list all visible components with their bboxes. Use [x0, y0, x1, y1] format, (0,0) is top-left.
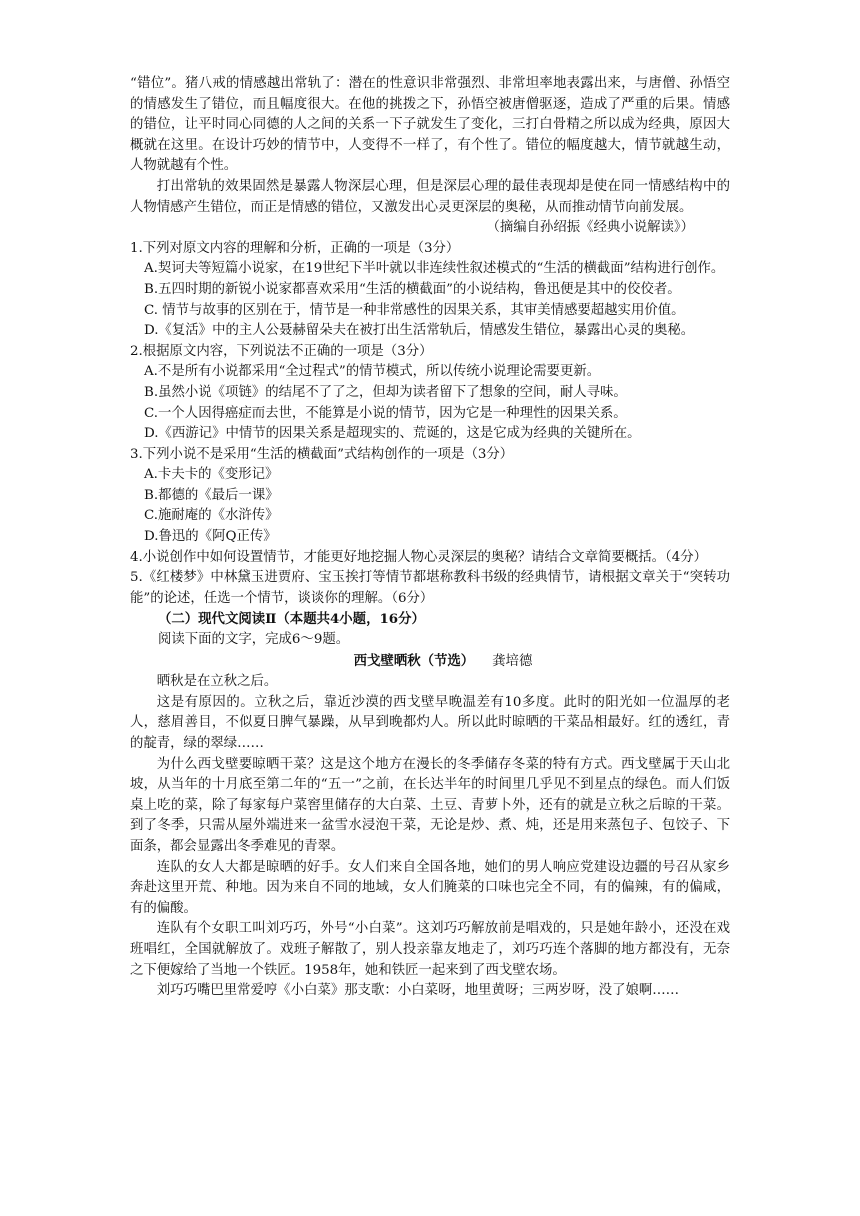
question-2-option-d: D.《西游记》中情节的因果关系是超现实的、荒诞的，这是它成为经典的关键所在。 — [144, 426, 641, 442]
passage-paragraph: 刘巧巧嘴巴里常爱哼《小白菜》那支歌：小白菜呀，地里黄呀；三两岁呀，没了娘啊…… — [156, 983, 680, 999]
question-1-option-a: A.契诃夫等短篇小说家，在19世纪下半叶就以非连续性叙述模式的“生活的横截面”结构进行创作。 — [144, 261, 725, 277]
question-5: 5.《红楼梦》中林黛玉进贾府、宝玉挨打等情节都堪称教科书级的经典情节，请根据文章关于“突转功能”的论述，任选一个情节，谈谈你的理解。（6分） — [130, 570, 730, 606]
question-1-stem: 1.下列对原文内容的理解和分析，正确的一项是（3分） — [130, 240, 460, 256]
article-paragraph: 打出常轨的效果固然是暴露人物深层心理，但是深层心理的最佳表现却是使在同一情感结构中的人物情感产生错位，而正是情感的错位，又激发出心灵更深层的奥秘，从而推动情节向前发展。 — [130, 178, 730, 215]
passage-paragraph: 晒秋是在立秋之后。 — [156, 674, 278, 690]
question-2-option-a: A.不是所有小说都采用“全过程式”的情节模式，所以传统小说理论需要更新。 — [144, 364, 601, 380]
passage-paragraph: 这是有原因的。立秋之后，靠近沙漠的西戈壁早晚温差有10多度。此时的阳光如一位温厚的老人，慈眉善目，不似夏日脾气暴躁，从早到晚都灼人。所以此时晾晒的干菜品相最好。红的透红，青的靛青，绿的翠绿…… — [130, 694, 730, 751]
question-4: 4.小说创作中如何设置情节，才能更好地挖掘人物心灵深层的奥秘？请结合文章简要概括。（4分） — [130, 549, 707, 565]
passage-author: 龚培德 — [492, 653, 533, 669]
question-1-option-b: B.五四时期的新锐小说家都喜欢采用“生活的横截面”的小说结构，鲁迅便是其中的佼佼者。 — [144, 281, 681, 297]
passage-paragraph: 为什么西戈壁要晾晒干菜？这是这个地方在漫长的冬季储存冬菜的特有方式。西戈壁属于天山北坡，从当年的十月底至第二年的“五一”之前，在长达半年的时间里几乎见不到星点的绿色。而人们饭桌上吃的菜，除了每家每户菜窖里储存的大白菜、土豆、青萝卜外，还有的就是立秋之后晾的干菜。到了冬季，只需从屋外端进来一盆雪水浸泡干菜，无论是炒、煮、炖，还是用来蒸包子、包饺子、下面条，都会显露出冬季难见的青翠。 — [130, 756, 730, 854]
question-3-option-d: D.鲁迅的《阿Q正传》 — [144, 529, 277, 545]
citation: （摘编自孙绍振《经典小说解读》） — [486, 220, 694, 236]
passage-title-line — [130, 651, 730, 673]
question-3-option-c: C.施耐庵的《水浒传》 — [144, 508, 279, 524]
question-1-option-c: C. 情节与故事的区别在于，情节是一种非常感性的因果关系，其审美情感要超越实用价值。 — [144, 302, 685, 318]
passage-paragraph: 连队有个女职工叫刘巧巧，外号“小白菜”。这刘巧巧解放前是唱戏的，只是她年龄小，还没在戏班唱红，全国就解放了。戏班子解散了，别人投亲靠友地走了，刘巧巧连个落脚的地方都没有，无奈之下便嫁给了当地一个铁匠。1958年，她和铁匠一起来到了西戈壁农场。 — [130, 921, 730, 978]
question-3-option-b: B.都德的《最后一课》 — [144, 487, 279, 503]
question-1-option-d: D.《复活》中的主人公聂赫留朵夫在被打出生活常轨后，情感发生错位，暴露出心灵的奥秘。 — [144, 323, 695, 339]
question-3-option-a: A.卡夫卡的《变形记》 — [144, 467, 279, 483]
section-instruction: 阅读下面的文字，完成6～9题。 — [158, 632, 350, 648]
question-2-stem: 2.根据原文内容，下列说法不正确的一项是（3分） — [130, 343, 433, 359]
article-paragraph: “错位”。猪八戒的情感越出常轨了：潜在的性意识非常强烈、非常坦率地表露出来，与唐僧、孙悟空的情感发生了错位，而且幅度很大。在他的挑拨之下，孙悟空被唐僧驱逐，造成了严重的后果。情感的错位，让平时同心同德的人之间的关系一下子就发生了变化，三打白骨精之所以成为经典，原因大概就在这里。在设计巧妙的情节中，人变得不一样了，有个性了。错位的幅度越大，情节就越生动，人物就越有个性。 — [130, 76, 730, 174]
passage-paragraph: 连队的女人大都是晾晒的好手。女人们来自全国各地，她们的男人响应党建设边疆的号召从家乡奔赴这里开荒、种地。因为来自不同的地域，女人们腌菜的口味也完全不同，有的偏辣，有的偏咸，有的偏酸。 — [130, 859, 730, 916]
document-page — [130, 74, 730, 1002]
passage-title: 西戈壁晒秋（节选） — [353, 652, 475, 669]
section-heading: （二）现代文阅读Ⅱ（本题共4小题，16分） — [158, 611, 425, 628]
question-2-option-c: C.一个人因得癌症而去世，不能算是小说的情节，因为它是一种理性的因果关系。 — [144, 405, 627, 421]
question-3-stem: 3.下列小说不是采用“生活的横截面”式结构创作的一项是（3分） — [130, 446, 514, 462]
question-2-option-b: B.虽然小说《项链》的结尾不了了之，但却为读者留下了想象的空间，耐人寻味。 — [144, 384, 627, 400]
